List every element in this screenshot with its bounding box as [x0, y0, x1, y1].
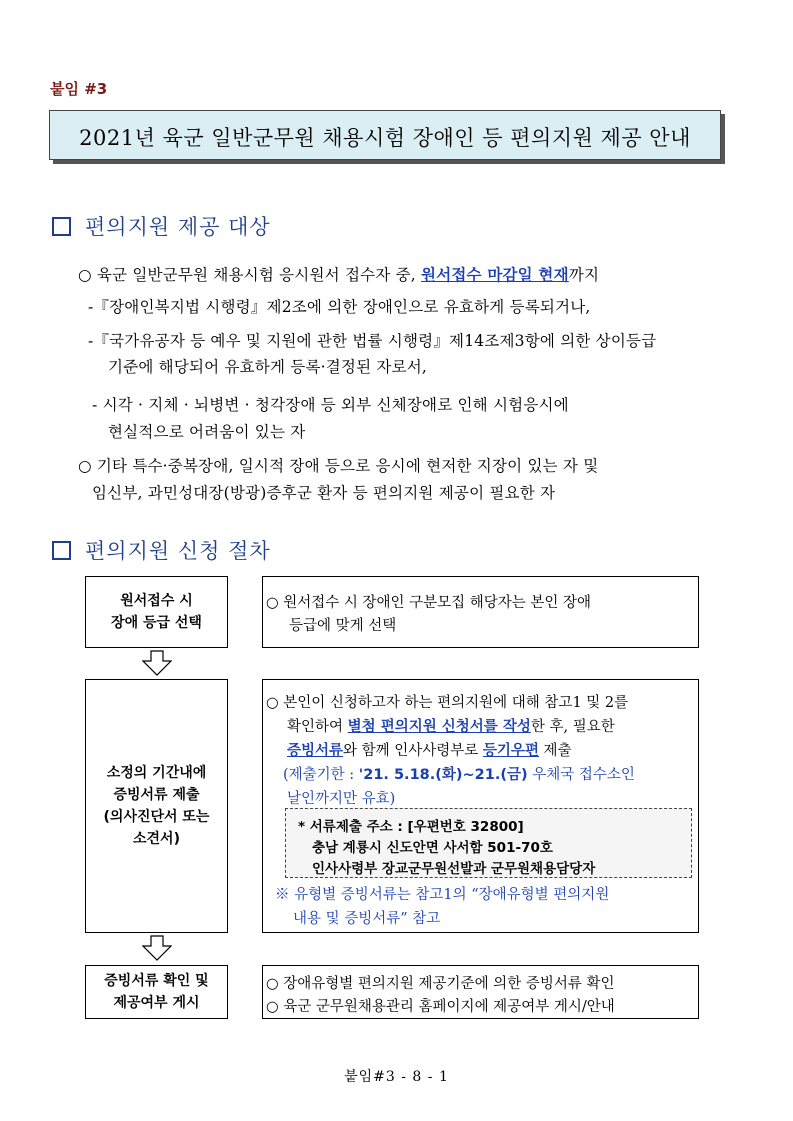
target-bullet-1	[78, 263, 599, 285]
title-box	[49, 110, 721, 160]
step3-title-line1: 증빙서류 확인 및	[104, 973, 209, 989]
step3-title-box	[85, 965, 228, 1019]
step1-title-box	[85, 576, 228, 648]
step2-note-line1: ※ 유형별 증빙서류는 참고1의 “장애유형별 편의지원	[275, 887, 610, 903]
section1-heading-text: 편의지원 제공 대상	[85, 215, 271, 239]
form-highlight: 별첨 편의지원 신청서를 작성	[347, 719, 531, 735]
target-sub-2-line2: 기준에 해당되어 유효하게 등록·결정된 자로서,	[108, 358, 428, 376]
step2-d4-pre: (제출기한 :	[283, 767, 359, 783]
step2-desc-box	[262, 679, 699, 933]
address-line1: * 서류제출 주소 : [우편번호 32800]	[298, 819, 524, 835]
step1-desc-box	[262, 576, 699, 648]
target-sub-3-line2: 현실적으로 어려움이 있는 자	[108, 423, 306, 441]
step2-title-line3: (의사진단서 또는	[103, 809, 210, 825]
step1-desc-line1: ○ 원서접수 시 장애인 구분모집 해당자는 본인 장애	[266, 595, 592, 611]
step2-desc-line4	[283, 763, 635, 784]
page-footer: 붙임#3 - 8 - 1	[344, 1069, 449, 1085]
target-sub-1: -『장애인복지법 시행령』제2조에 의한 장애인으로 유효하게 등록되거나,	[88, 298, 591, 316]
section1-heading	[52, 211, 271, 241]
step2-title-line1: 소정의 기간내에	[106, 765, 207, 781]
step2-desc-line3	[287, 739, 572, 760]
square-bullet-icon	[52, 217, 71, 236]
step2-desc-line1: ○ 본인이 신청하고자 하는 편의지원에 대해 참고1 및 2를	[266, 695, 629, 711]
step3-desc-line1: ○ 장애유형별 편의지원 제공기준에 의한 증빙서류 확인	[266, 976, 615, 992]
step2-desc-line5: 날인까지만 유효)	[287, 791, 396, 807]
address-box	[285, 808, 692, 878]
bullet1-suffix: 까지	[568, 266, 600, 284]
step2-d2-post: 한 후, 필요한	[530, 719, 615, 735]
step2-d3-post: 제출	[538, 743, 572, 759]
target-sub-2-line1: -『국가유공자 등 예우 및 지원에 관한 법률 시행령』제14조제3항에 의한 상이등급	[88, 332, 657, 350]
step1-title-line1: 원서접수 시	[120, 593, 193, 609]
step2-d3-mid: 와 함께 인사사령부로	[343, 743, 483, 759]
step2-title-line2: 증빙서류 제출	[113, 787, 200, 803]
address-line2: 충남 계룡시 신도안면 사서함 501-70호	[312, 840, 553, 856]
section2-heading	[52, 535, 271, 565]
registered-mail-highlight: 등기우편	[482, 743, 539, 759]
attachment-label: 붙임 #3	[50, 80, 108, 98]
deadline-highlight: 원서접수 마감일 현재	[421, 266, 569, 284]
down-arrow-icon	[142, 650, 172, 676]
step2-desc-line2	[287, 715, 615, 736]
target-sub-3-line1: - 시각 · 지체 · 뇌병변 · 청각장애 등 외부 신체장애로 인해 시험응시에	[92, 396, 569, 414]
step1-desc-line2: 등급에 맞게 선택	[289, 618, 397, 634]
address-line3: 인사사령부 장교군무원선발과 군무원채용담당자	[312, 861, 596, 877]
docs-highlight: 증빙서류	[287, 743, 344, 759]
page-title: 2021년 육군 일반군무원 채용시험 장애인 등 편의지원 제공 안내	[79, 126, 691, 150]
step2-d2-pre: 확인하여	[287, 719, 348, 735]
square-bullet-icon	[52, 541, 71, 560]
bullet1-text: ○ 육군 일반군무원 채용시험 응시원서 접수자 중,	[78, 266, 422, 284]
step1-title-line2: 장애 등급 선택	[111, 615, 202, 631]
target-bullet-2-line1: ○ 기타 특수·중복장애, 일시적 장애 등으로 응시에 현저한 지장이 있는 자 및	[78, 457, 599, 475]
step2-d4-post: 우체국 접수소인	[527, 767, 635, 783]
step3-desc-line2: ○ 육군 군무원채용관리 홈페이지에 제공여부 게시/안내	[266, 999, 615, 1015]
step2-note-line2: 내용 및 증빙서류” 참고	[293, 911, 441, 927]
step3-desc-box	[262, 965, 699, 1019]
step2-title-box	[85, 679, 228, 933]
down-arrow-icon	[142, 935, 172, 961]
step3-title-line2: 제공여부 게시	[113, 995, 200, 1011]
step2-title-line4: 소견서)	[133, 831, 180, 847]
section2-heading-text: 편의지원 신청 절차	[85, 539, 271, 563]
deadline-date-highlight: '21. 5.18.(화)~21.(금)	[358, 767, 528, 783]
target-bullet-2-line2: 임신부, 과민성대장(방광)증후군 환자 등 편의지원 제공이 필요한 자	[92, 484, 556, 502]
